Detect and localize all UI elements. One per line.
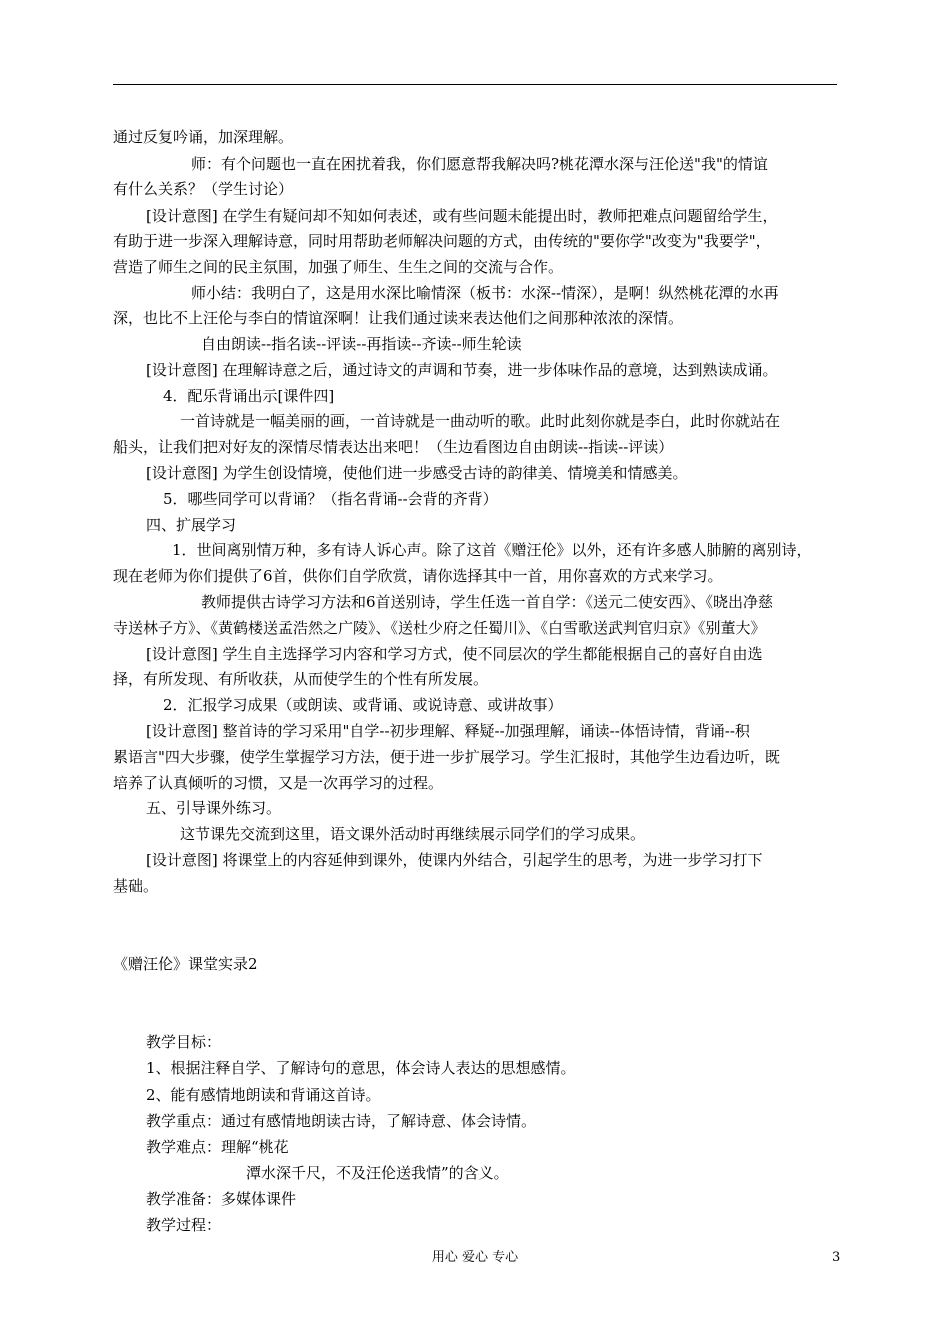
body-line: 教学目标： (146, 1033, 222, 1051)
section-title: 《赠汪伦》课堂实录2 (113, 955, 258, 973)
body-line: 2、能有感情地朗读和背诵这首诗。 (146, 1086, 381, 1104)
body-line: [设计意图] 整首诗的学习采用"自学--初步理解、释疑--加强理解，诵读--体悟诗情，背诵--积 (146, 722, 750, 740)
header-rule (113, 84, 837, 85)
body-line: 教学重点：通过有感情地朗读古诗，了解诗意、体会诗情。 (146, 1112, 537, 1130)
footer-motto: 用心 爱心 专心 (431, 1250, 519, 1265)
body-line: 教学难点：理解“桃花 (146, 1138, 289, 1156)
body-line: 5．哪些同学可以背诵？（指名背诵--会背的齐背） (163, 490, 498, 508)
body-line: 寺送林子方》、《黄鹤楼送孟浩然之广陵》、《送杜少府之任蜀川》、《白雪歌送武判官归京》《别董大》 (113, 619, 766, 637)
body-line: 教师提供古诗学习方法和6首送别诗，学生任选一首自学：《送元二使安西》、《晓出净慈 (201, 593, 774, 611)
body-line: 择，有所发现、有所收获，从而使学生的个性有所发展。 (113, 670, 489, 688)
body-line: 师小结：我明白了，这是用水深比喻情深（板书：水深--情深），是啊！纵然桃花潭的水再 (191, 284, 779, 302)
body-line: [设计意图] 在理解诗意之后，通过诗文的声调和节奏，进一步体味作品的意境，达到熟读成诵。 (146, 361, 778, 379)
body-line: 1．世间离别情万种，多有诗人诉心声。除了这首《赠汪伦》以外，还有许多感人肺腑的离别诗， (172, 541, 812, 559)
body-line: 通过反复吟诵，加深理解。 (113, 128, 294, 146)
body-line: 这节课先交流到这里，语文课外活动时再继续展示同学们的学习成果。 (180, 825, 646, 843)
body-line: 有助于进一步深入理解诗意，同时用帮助老师解决问题的方式，由传统的"要你学"改变为"我要学"， (113, 232, 771, 250)
body-line: 现在老师为你们提供了6首，供你们自学欣赏，请你选择其中一首，用你喜欢的方式来学习。 (113, 567, 723, 585)
body-line: 1、根据注释自学、了解诗句的意思，体会诗人表达的思想感情。 (146, 1059, 576, 1077)
body-line: 教学过程： (146, 1216, 222, 1234)
body-line: 潭水深千尺，不及汪伦送我情”的含义。 (246, 1164, 509, 1182)
body-line: [设计意图] 在学生有疑问却不知如何表述，或有些问题未能提出时，教师把难点问题留给学生， (146, 207, 778, 225)
body-line: 4．配乐背诵出示[课件四] (163, 387, 335, 405)
body-line: 有什么关系？（学生讨论） (113, 180, 294, 198)
body-line: 四、扩展学习 (146, 516, 237, 534)
body-line: 2．汇报学习成果（或朗读、或背诵、或说诗意、或讲故事） (163, 696, 563, 714)
body-line: 累语言"四大步骤，使学生掌握学习方法，便于进一步扩展学习。学生汇报时，其他学生边看边听，既 (113, 748, 780, 766)
body-line: 深，也比不上汪伦与李白的情谊深啊！让我们通过读来表达他们之间那种浓浓的深情。 (113, 309, 684, 327)
body-line: 教学准备：多媒体课件 (146, 1190, 297, 1208)
body-line: 船头，让我们把对好友的深情尽情表达出来吧！（生边看图边自由朗读--指读--评读） (113, 438, 674, 456)
body-line: 五、引导课外练习。 (146, 799, 282, 817)
body-line: 基础。 (113, 877, 159, 895)
body-line: [设计意图] 为学生创设情境，使他们进一步感受古诗的韵律美、情境美和情感美。 (146, 464, 688, 482)
body-line: 培养了认真倾听的习惯，又是一次再学习的过程。 (113, 774, 444, 792)
body-line: 一首诗就是一幅美丽的画，一首诗就是一曲动听的歌。此时此刻你就是李白，此时你就站在 (180, 412, 781, 430)
page-number: 3 (832, 1250, 841, 1265)
body-line: 师：有个问题也一直在困扰着我，你们愿意帮我解决吗?桃花潭水深与汪伦送"我"的情谊 (191, 155, 768, 173)
body-line: [设计意图] 将课堂上的内容延伸到课外，使课内外结合，引起学生的思考，为进一步学习打下 (146, 851, 763, 869)
body-line: [设计意图] 学生自主选择学习内容和学习方式，使不同层次的学生都能根据自己的喜好自由选 (146, 645, 763, 663)
body-line: 自由朗读--指名读--评读--再指读--齐读--师生轮读 (201, 335, 522, 353)
body-line: 营造了师生之间的民主氛围，加强了师生、生生之间的交流与合作。 (113, 258, 564, 276)
